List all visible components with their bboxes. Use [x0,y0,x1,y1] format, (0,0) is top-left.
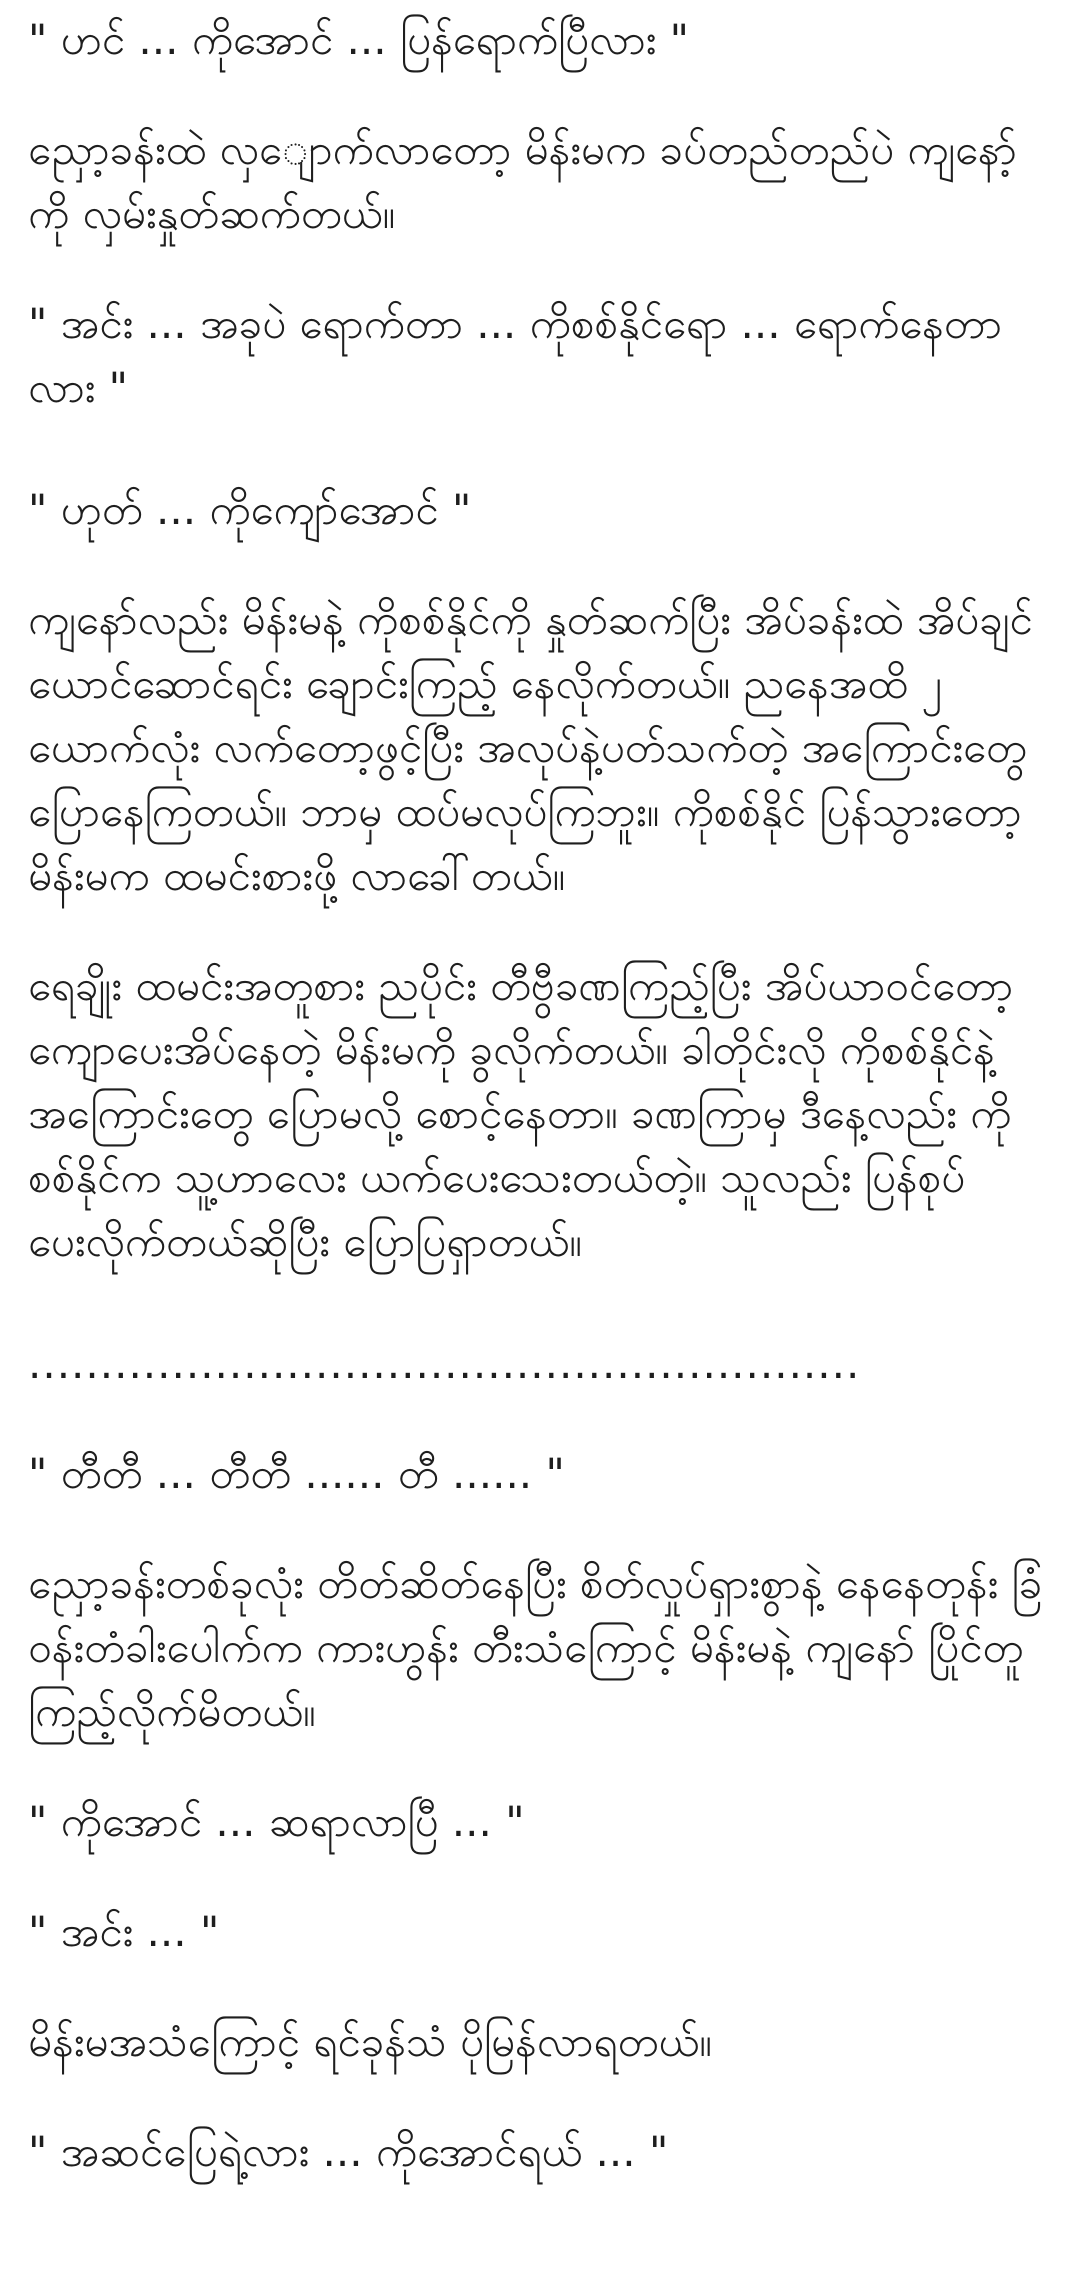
narration-paragraph: ညှော့ခန်းတစ်ခုလုံး တိတ်ဆိတ်နေပြီး စိတ်လှုပ်ရှားစွာနဲ့ နေနေတုန်း ခြံဝန်းတံခါးပေါက်က ကားဟွန်း တီးသံကြောင့် မိန်းမနဲ့ ကျနော် ပြိုင်တူကြည့်လိုက်မိတယ်။ [28,1559,1043,1736]
narration-paragraph: ရေချိုး ထမင်းအတူစား ညပိုင်း တီဗွီခဏကြည့်ပြီး အိပ်ယာဝင်တော့ ကျောပေးအိပ်နေတဲ့ မိန်းမကို ခွလိုက်တယ်။ ခါတိုင်းလို ကိုစစ်နိုင်နဲ့ အကြောင်းတွေ ပြောမလို့ စောင့်နေတာ။ ခဏကြာမှ ဒီနေ့လည်း ကိုစစ်နိုင်က သူ့ဟာလေး ယက်ပေးသေးတယ်တဲ့။ သူလည်း ပြန်စုပ်ပေးလိုက်တယ်ဆိုပြီး ပြောပြရှာတယ်။ [28,961,1014,1266]
dialogue-line: " ကိုအောင် ... ဆရာလာပြီ ... " [28,1797,525,1846]
dialogue-line: " ဟုတ် ... ကိုကျော်အောင် " [28,485,472,534]
narration-paragraph: မိန်းမအသံကြောင့် ရင်ခုန်သံ ပိုမြန်လာရတယ်။ [28,2017,712,2066]
dialogue-line: " ဟင် ... ကိုအောင် ... ပြန်ရောက်ပြီလား " [28,15,689,64]
narration-paragraph: ကျနော်လည်း မိန်းမနဲ့ ကိုစစ်နိုင်ကို နှုတ်ဆက်ပြီး အိပ်ခန်းထဲ အိပ်ချင်ယောင်ဆောင်ရင်း ချောင်းကြည့် နေလိုက်တယ်။ ညနေအထိ ၂ ယောက်လုံး လက်တော့ဖွင့်ပြီး အလုပ်နဲ့ပတ်သက်တဲ့ အကြောင်းတွေ ပြောနေကြတယ်။ ဘာမှ ထပ်မလုပ်ကြဘူး။ ကိုစစ်နိုင် ပြန်သွားတော့ မိန်းမက ထမင်းစားဖို့ လာခေါ်တယ်။ [28,595,1033,900]
dialogue-line: " အင်း ... " [28,1907,220,1956]
dialogue-line: " အဆင်ပြေရဲ့လား ... ကိုအောင်ရယ် ... " [28,2127,669,2176]
dialogue-line: " တီတီ ... တီတီ ...... တီ ...... " [28,1449,565,1498]
section-divider: .......................................................... [28,1339,861,1388]
dialogue-line: " အင်း ... အခုပဲ ရောက်တာ ... ကိုစစ်နိုင်ရော ... ရောက်နေတာလား " [28,299,1002,412]
narration-paragraph: ညှော့ခန်းထဲ လှျောက်လာတော့ မိန်းမက ခပ်တည်တည်ပဲ ကျနော့်ကို လှမ်းနှုတ်ဆက်တယ်။ [28,125,1017,238]
